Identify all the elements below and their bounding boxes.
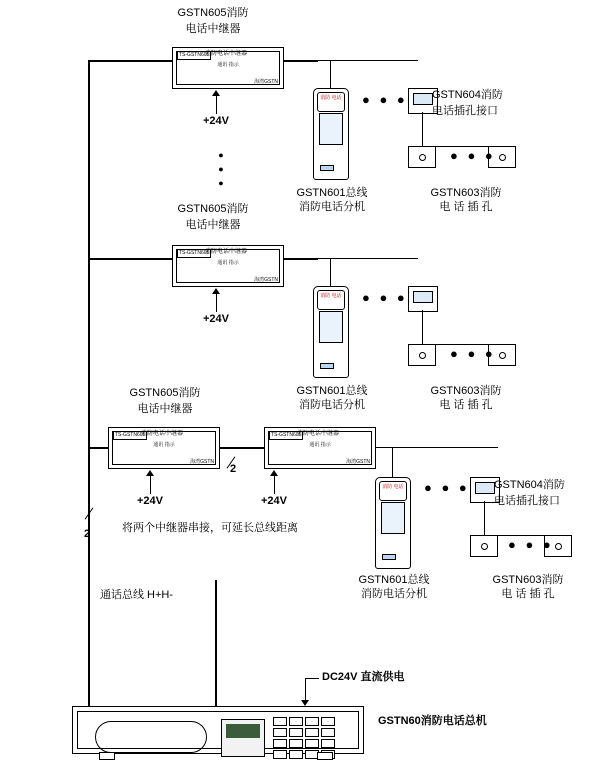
extension-3-button: [382, 554, 396, 560]
repeater-2-title-line2: 电话中继器: [185, 219, 241, 231]
repeater-2-box: [172, 245, 284, 287]
socket-interface-1-title-line2: 电话插孔接口: [432, 105, 498, 117]
branch-2-horizontal-right: [318, 258, 418, 259]
console-foot-right: [317, 752, 333, 760]
console-key[interactable]: [273, 750, 287, 759]
jack-1-2-hole: [499, 154, 506, 161]
console-label: GSTN60消防电话总机: [378, 715, 487, 727]
jack-1-title-line2: 电 话 插 孔: [439, 201, 493, 213]
repeater-3b-power-label: +24V: [261, 495, 287, 507]
console-key[interactable]: [289, 717, 303, 726]
repeater-1-power-arrow: [212, 90, 220, 96]
bus-trunk-vertical: [88, 60, 90, 752]
console-speaker-panel: [95, 721, 207, 753]
ellipsis-3-top: ● ● ●: [424, 480, 470, 495]
dc-supply-line: [305, 678, 306, 700]
repeater-1-title-line1: GSTN605消防: [177, 7, 249, 19]
socket-interface-3-drop: [484, 501, 485, 535]
console-key[interactable]: [305, 739, 319, 748]
extension-2-phone: [313, 286, 349, 378]
repeater-3b-power-line: [274, 476, 275, 494]
jack-1-title-line1: GSTN603消防: [430, 187, 502, 199]
extension-2-title-line2: 消防电话分机: [299, 399, 365, 411]
repeater-1-caption: 消防电话中继器: [205, 51, 248, 57]
repeater-1-model-tag: TS-GSTN605: [179, 52, 210, 58]
main-console: [72, 706, 364, 754]
repeater-3b-indicator-label: 通讯 指示: [309, 442, 331, 448]
extension-1-button: [320, 165, 334, 171]
extension-2-top-label: 消防 电话: [317, 290, 345, 310]
jack-3-2-hole: [555, 543, 562, 550]
repeater-1-box: [172, 47, 284, 89]
repeater-3a-power-line: [150, 476, 151, 494]
extension-3-title-line2: 消防电话分机: [361, 588, 427, 600]
console-key[interactable]: [273, 739, 287, 748]
jack-2-title-line2: 电 话 插 孔: [439, 399, 493, 411]
bus-label: 通话总线 H+H-: [100, 589, 174, 601]
repeater-3a-caption: 消防电话中继器: [141, 431, 184, 437]
socket-interface-2: [408, 286, 438, 312]
repeater-3-title-line2: 电话中继器: [137, 403, 193, 415]
console-key[interactable]: [305, 728, 319, 737]
ellipsis-jack-row-3: ● ● ●: [508, 537, 554, 552]
socket-interface-1-title-line1: GSTN604消防: [432, 89, 503, 101]
repeater-2-power-line: [216, 294, 217, 312]
extension-3-window: [381, 502, 405, 534]
console-key[interactable]: [273, 728, 287, 737]
jack-2-2-hole: [499, 352, 506, 359]
ellipsis-1-top: ● ● ●: [362, 92, 408, 107]
console-key[interactable]: [321, 728, 335, 737]
console-key[interactable]: [321, 717, 335, 726]
console-foot-left: [99, 752, 115, 760]
extension-2-window: [319, 311, 343, 343]
vertical-ellipsis-1b: ●: [218, 164, 224, 174]
repeater-1-power-line: [216, 96, 217, 114]
console-key[interactable]: [289, 750, 303, 759]
dc-supply-label: DC24V 直流供电: [322, 671, 405, 683]
ellipsis-2-top: ● ● ●: [362, 290, 408, 305]
jack-3-1: [470, 535, 498, 557]
series-note: 将两个中继器串接，可延长总线距离: [122, 522, 298, 534]
jack-3-title-line1: GSTN603消防: [492, 574, 564, 586]
repeater-3-title-line1: GSTN605消防: [129, 387, 201, 399]
extension-1-phone: [313, 88, 349, 180]
repeater-1-power-label: +24V: [203, 115, 229, 127]
socket-interface-1-grid: [413, 93, 433, 105]
repeater-1-title-line2: 电话中继器: [185, 23, 241, 35]
extension-1-title-line2: 消防电话分机: [299, 201, 365, 213]
repeater-3b-model-tag: TS-GSTN605: [271, 432, 302, 438]
console-key[interactable]: [289, 728, 303, 737]
repeater-3b-caption: 消防电话中继器: [297, 431, 340, 437]
repeater-3b-brand: 海湾GSTN: [346, 459, 370, 465]
extension-3-phone: [375, 477, 411, 569]
console-key[interactable]: [273, 717, 287, 726]
socket-interface-3-title-line1: GSTN604消防: [494, 479, 565, 491]
vertical-ellipsis-1a: ●: [218, 150, 224, 160]
extension-2-drop: [330, 258, 331, 286]
console-display-screen: [226, 724, 260, 738]
repeater-1-indicator-label: 通讯 指示: [217, 62, 239, 68]
repeater-2-title-line1: GSTN605消防: [177, 203, 249, 215]
dc-supply-stub: [305, 678, 319, 679]
repeater-2-power-arrow: [212, 288, 220, 294]
socket-interface-2-drop: [422, 310, 423, 344]
jack-2-title-line1: GSTN603消防: [430, 385, 502, 397]
jack-2-1-hole: [419, 352, 426, 359]
repeater-3b-power-arrow: [270, 470, 278, 476]
repeater-3a-box: [108, 427, 220, 469]
repeater-2-brand: 海湾GSTN: [254, 277, 278, 283]
extension-2-button: [320, 363, 334, 369]
console-display: [221, 719, 265, 757]
vertical-ellipsis-1c: ●: [218, 178, 224, 188]
extension-3-top-label: 消防 电话: [379, 481, 407, 501]
ellipsis-jack-row-1: ● ● ●: [450, 148, 496, 163]
jack-2-1: [408, 344, 436, 366]
socket-interface-3-title-line2: 电话插孔接口: [494, 495, 560, 507]
extension-1-title-line1: GSTN601总线: [296, 187, 368, 199]
repeater-3a-power-arrow: [146, 470, 154, 476]
socket-interface-2-grid: [413, 291, 433, 303]
repeater-2-power-label: +24V: [203, 313, 229, 325]
series-link-wire-count: 2: [229, 463, 237, 475]
trunk-wire-count: 2: [83, 528, 91, 540]
jack-3-title-line2: 电 话 插 孔: [501, 588, 555, 600]
jack-1-1: [408, 146, 436, 168]
console-key[interactable]: [321, 739, 335, 748]
repeater-2-indicator-label: 通讯 指示: [217, 260, 239, 266]
extension-2-title-line1: GSTN601总线: [296, 385, 368, 397]
console-keypad[interactable]: [273, 717, 349, 757]
socket-interface-3-grid: [475, 482, 495, 494]
repeater-3a-power-label: +24V: [137, 495, 163, 507]
jack-3-1-hole: [481, 543, 488, 550]
repeater-2-model-tag: TS-GSTN605: [179, 250, 210, 256]
repeater-3b-box: [264, 427, 376, 469]
console-key[interactable]: [289, 739, 303, 748]
extension-1-top-label: 消防 电话: [317, 92, 345, 112]
ellipsis-jack-row-2: ● ● ●: [450, 346, 496, 361]
socket-interface-1-drop: [422, 112, 423, 146]
branch-1-horizontal-right: [318, 60, 418, 61]
repeater-3a-brand: 海湾GSTN: [190, 459, 214, 465]
repeater-3a-indicator-label: 通讯 指示: [153, 442, 175, 448]
extension-1-drop: [330, 60, 331, 88]
extension-3-title-line1: GSTN601总线: [358, 574, 430, 586]
console-key[interactable]: [305, 717, 319, 726]
extension-3-drop: [392, 447, 393, 477]
repeater-1-brand: 海湾GSTN: [254, 79, 278, 85]
repeater-3a-model-tag: TS-GSTN605: [115, 432, 146, 438]
repeater-2-caption: 消防电话中继器: [205, 249, 248, 255]
jack-1-1-hole: [419, 154, 426, 161]
extension-1-window: [319, 113, 343, 145]
